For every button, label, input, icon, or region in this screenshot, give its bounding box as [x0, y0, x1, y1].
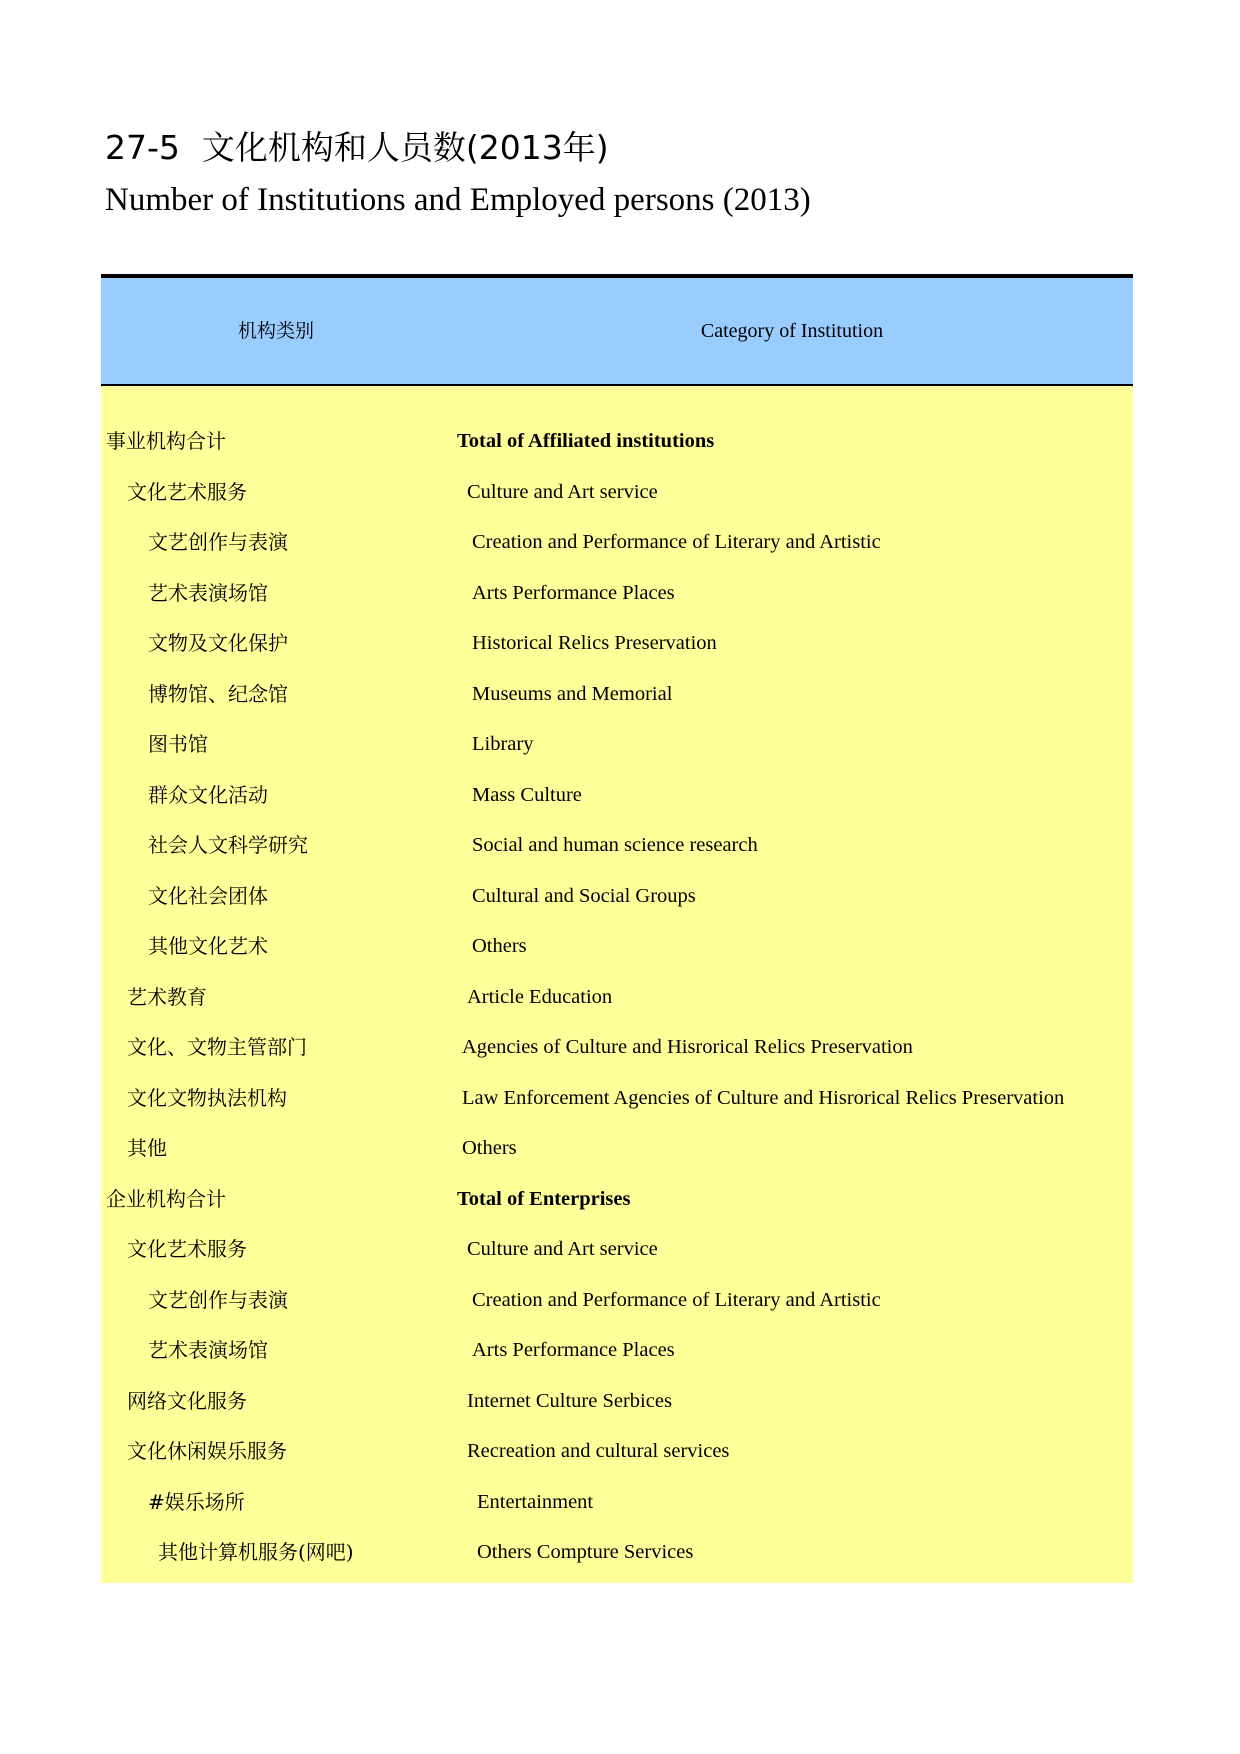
table-row	[101, 1275, 1133, 1326]
table-header	[101, 278, 1133, 386]
table-row	[101, 770, 1133, 821]
row-label-en: Creation and Performance of Literary and Artistic	[472, 531, 881, 553]
row-label-en: Cultural and Social Groups	[472, 884, 696, 907]
row-label-cn: 文化社会团体	[148, 883, 268, 908]
row-label-cn: 图书馆	[148, 732, 208, 756]
row-label-cn: 艺术教育	[127, 984, 207, 1009]
table-row	[101, 1426, 1133, 1477]
row-label-en: Agencies of Culture and Hisrorical Relics Preservation	[462, 1036, 913, 1058]
row-label-en: Arts Performance Places	[472, 581, 675, 604]
row-label-cn: 文物及文化保护	[148, 631, 288, 655]
row-label-en: Arts Performance Places	[472, 1339, 675, 1361]
row-label-cn: 文艺创作与表演	[148, 530, 288, 554]
row-label-cn: 文艺创作与表演	[148, 1287, 288, 1312]
table-row	[101, 719, 1133, 770]
row-label-cn: 文化、文物主管部门	[127, 1035, 307, 1059]
title-chinese-text: 文化机构和人员数(2013年)	[201, 128, 609, 167]
table-row	[101, 921, 1133, 972]
table-row	[101, 1376, 1133, 1427]
row-label-en: Entertainment	[477, 1490, 594, 1513]
row-label-en: Social and human science research	[472, 834, 758, 856]
row-label-en: Library	[472, 733, 534, 755]
row-label-en: Others	[462, 1137, 517, 1159]
row-label-en: Recreation and cultural services	[467, 1440, 730, 1462]
row-label-en: Culture and Art service	[467, 480, 658, 503]
table-row	[101, 467, 1133, 518]
row-label-en: Others	[472, 935, 527, 957]
row-label-cn: 事业机构合计	[106, 429, 226, 453]
row-label-cn: 文化艺术服务	[127, 479, 247, 504]
row-label-en: Article Education	[467, 985, 613, 1008]
table-row	[101, 1174, 1133, 1225]
row-label-en: Historical Relics Preservation	[472, 632, 717, 654]
row-label-cn: 艺术表演场馆	[148, 1338, 268, 1362]
table-row	[101, 1224, 1133, 1275]
row-label-cn: #娱乐场所	[148, 1489, 245, 1514]
row-label-en: Law Enforcement Agencies of Culture and Hisrorical Relics Preservation	[462, 1086, 1065, 1109]
row-label-cn: 社会人文科学研究	[148, 833, 308, 857]
table-row	[101, 871, 1133, 922]
table-row	[101, 1073, 1133, 1124]
row-label-en: Culture and Art service	[467, 1238, 658, 1260]
page-title-chinese	[105, 124, 609, 172]
table-row	[101, 820, 1133, 871]
row-label-cn: 群众文化活动	[148, 782, 268, 807]
row-label-en: Mass Culture	[472, 783, 582, 806]
row-label-cn: 文化艺术服务	[127, 1237, 247, 1261]
row-label-cn: 网络文化服务	[127, 1388, 247, 1413]
row-label-cn: 其他文化艺术	[148, 934, 268, 958]
row-label-cn: 博物馆、纪念馆	[148, 681, 288, 706]
header-category-english: Category of Institution	[700, 320, 884, 342]
row-label-en: Creation and Performance of Literary and Artistic	[472, 1288, 881, 1311]
row-label-cn: 其他	[127, 1136, 167, 1160]
row-label-en: Museums and Memorial	[472, 682, 673, 705]
row-label-en: Internet Culture Serbices	[467, 1389, 672, 1412]
row-label-cn: 企业机构合计	[106, 1186, 226, 1211]
table-row	[101, 1022, 1133, 1073]
table-row	[101, 972, 1133, 1023]
row-label-cn: 其他计算机服务(网吧)	[158, 1540, 354, 1564]
row-label-en: Total of Affiliated institutions	[457, 430, 715, 452]
header-category-chinese: 机构类别	[237, 320, 314, 342]
table-row	[101, 1123, 1133, 1174]
row-label-cn: 艺术表演场馆	[148, 580, 268, 605]
table-row	[101, 1527, 1133, 1578]
row-label-en: Total of Enterprises	[457, 1187, 631, 1210]
table-number: 27-5	[105, 128, 180, 167]
table-row	[101, 416, 1133, 467]
row-label-cn: 文化文物执法机构	[127, 1085, 287, 1110]
table-row	[101, 618, 1133, 669]
row-label-cn: 文化休闲娱乐服务	[127, 1439, 287, 1463]
table-body	[101, 386, 1133, 1583]
table-row	[101, 1477, 1133, 1528]
row-label-en: Others Compture Services	[477, 1541, 694, 1563]
table-row	[101, 517, 1133, 568]
table-row	[101, 669, 1133, 720]
table-row	[101, 1325, 1133, 1376]
table-row	[101, 568, 1133, 619]
page-title-english: Number of Institutions and Employed persons (2013)	[105, 182, 811, 218]
institutions-table	[101, 274, 1133, 1583]
